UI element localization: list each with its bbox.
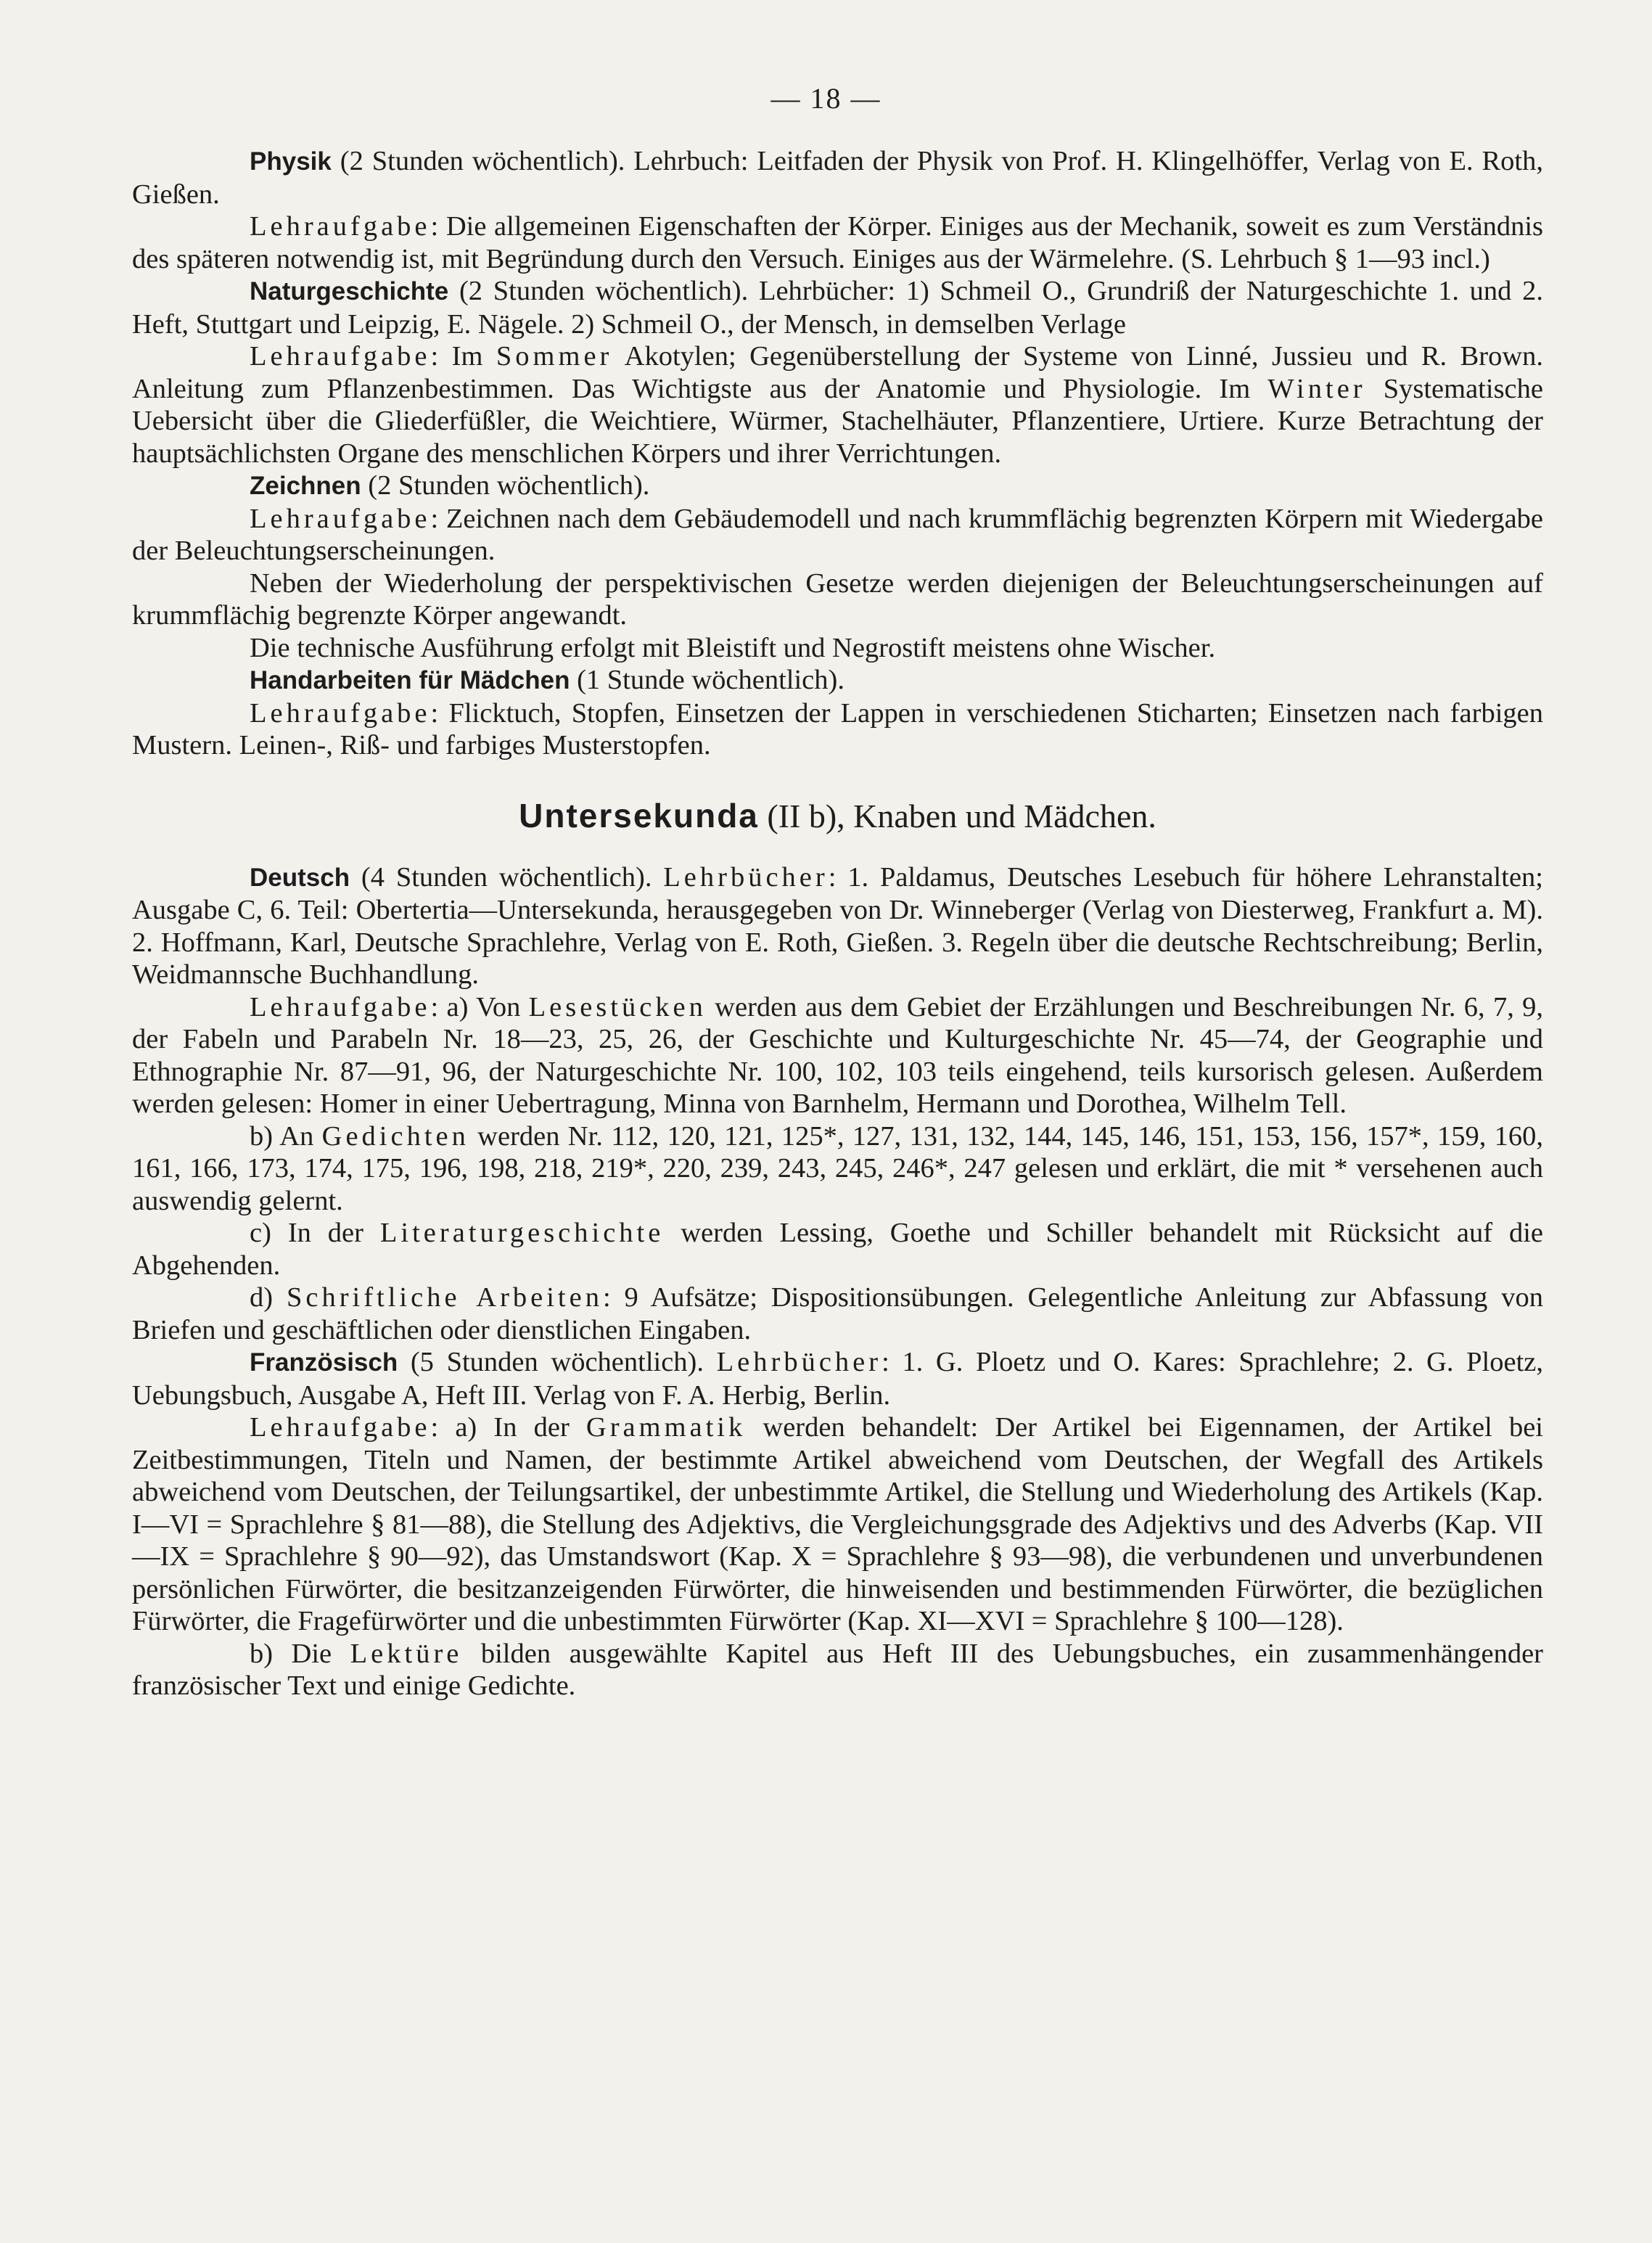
page-number: — 18 — xyxy=(770,82,882,115)
zeichnen-task: : Zeichnen nach dem Gebäudemodell und nach krummflächig begrenzten Körpern mit Wiedergabe der Beleuchtungserscheinungen. xyxy=(132,503,1543,566)
franzoesisch-a-pre: : a) In der xyxy=(430,1412,586,1443)
franzoesisch-b-pre: b) Die xyxy=(250,1638,350,1669)
deutsch-intro-a: (4 Stunden wöchentlich). xyxy=(350,861,664,893)
deutsch-c-pre: c) In der xyxy=(250,1218,380,1248)
franzoesisch-b-text: bilden ausgewählte Kapitel aus Heft III des Uebungsbuches, ein zusammenhängender französischer Text und einige Gedichte. xyxy=(132,1638,1543,1701)
label-lehraufgabe: Lehraufgabe xyxy=(250,211,431,242)
label-lehraufgabe: Lehraufgabe xyxy=(250,1412,431,1443)
deutsch-c-text: werden Lessing, Goethe und Schiller behandelt mit Rücksicht auf die Abgehenden. xyxy=(132,1218,1543,1281)
paragraph-deutsch xyxy=(132,861,1543,991)
deutsch-b-text: werden Nr. 112, 120, 121, 125*, 127, 131, 132, 144, 145, 146, 151, 153, 156, 157*, 159, 160, 161, 166, 173, 174, 175, 196, 198, 218, 219*, 220, 239, 243, 245, 246*, 247 gelesen und erklärt, die mit * versehenen auch auswendig gelernt. xyxy=(132,1120,1544,1216)
paragraph-zeichnen-task xyxy=(132,503,1543,567)
label-lehraufgabe: Lehraufgabe xyxy=(250,341,431,372)
zeichnen-intro: (2 Stunden wöchentlich). xyxy=(361,470,650,501)
naturgeschichte-task-a: : Im xyxy=(430,341,496,372)
paragraph-zeichnen-2: Neben der Wiederholung der perspektivischen Gesetze werden diejenigen der Beleuchtungserscheinungen auf krummflächig begrenzte Körper angewandt. xyxy=(132,567,1543,631)
term-lesestuecken: Lesestücken xyxy=(528,991,707,1022)
handarbeiten-intro: (1 Stunde wöchentlich). xyxy=(570,665,845,695)
naturgeschichte-task-c: Systematische Uebersicht über die Gliederfüßler, die Weichtiere, Würmer, Stachelhäuter, Pflanzentiere, Urtiere. Kurze Betrachtung der hauptsächlichsten Organe des menschlichen Körpers und ihrer Verrichtungen. xyxy=(132,373,1543,469)
subject-handarbeiten: Handarbeiten für Mädchen xyxy=(250,666,570,694)
subject-naturgeschichte: Naturgeschichte xyxy=(250,277,449,306)
physik-task: : Die allgemeinen Eigenschaften der Körper. Einiges aus der Mechanik, soweit es zum Verständnis des späteren notwendig ist, mit Begründung durch den Versuch. Einiges aus der Wärmelehre. (S. Lehrbuch § 1—93 incl.) xyxy=(132,211,1543,274)
label-lehrbuecher: Lehrbücher xyxy=(716,1347,882,1377)
page-text xyxy=(132,145,1543,1702)
term-gedichten: Gedichten xyxy=(321,1120,469,1152)
handarbeiten-task: : Flicktuch, Stopfen, Einsetzen der Lappen in verschiedenen Sticharten; Einsetzen nach farbigen Mustern. Leinen-, Riß- und farbiges Musterstopfen. xyxy=(132,697,1543,760)
season-winter: Winter xyxy=(1267,373,1366,404)
deutsch-intro-b: : 1. Paldamus, Deutsches Lesebuch für höhere Lehranstalten; Ausgabe C, 6. Teil: Obertertia—Untersekunda, herausgegeben von Dr. Winneberger (Verlag von Diesterweg, Frankfurt a. M). 2. Hoffmann, Karl, Deutsche Sprachlehre, Verlag von E. Roth, Gießen. 3. Regeln über die deutsche Rechtschreibung; Berlin, Weidmannsche Buchhandlung. xyxy=(132,861,1543,990)
section-heading-class: Untersekunda xyxy=(519,796,759,835)
term-lektuere: Lektüre xyxy=(350,1638,463,1669)
paragraph-deutsch-d xyxy=(132,1282,1543,1346)
paragraph-physik xyxy=(132,145,1543,210)
franzoesisch-intro-a: (5 Stunden wöchentlich). xyxy=(398,1347,717,1377)
paragraph-franzoesisch-a xyxy=(132,1411,1543,1638)
subject-physik: Physik xyxy=(250,147,332,176)
deutsch-b-pre: b) An xyxy=(250,1120,322,1152)
deutsch-d-text: : 9 Aufsätze; Dispositionsübungen. Gelegentliche Anleitung zur Abfassung von Briefen und geschäftlichen oder dienstlichen Eingaben. xyxy=(132,1282,1543,1345)
section-heading xyxy=(132,797,1543,835)
paragraph-franzoesisch-b xyxy=(132,1638,1543,1702)
paragraph-handarbeiten-task xyxy=(132,697,1543,762)
term-literaturgeschichte: Literaturgeschichte xyxy=(379,1218,665,1248)
subject-zeichnen: Zeichnen xyxy=(250,472,361,500)
term-schriftliche-arbeiten: Schriftliche Arbeiten xyxy=(286,1282,603,1313)
subject-franzoesisch: Französisch xyxy=(250,1348,398,1377)
deutsch-d-pre: d) xyxy=(250,1282,287,1313)
subject-deutsch: Deutsch xyxy=(250,863,350,892)
franzoesisch-a-text: werden behandelt: Der Artikel bei Eigennamen, der Artikel bei Zeitbestimmungen, Titeln und Namen, der bestimmte Artikel abweichend vom Deutschen, der Wegfall des Artikels abweichend vom Deutschen, der Teilungsartikel, der unbestimmte Artikel, die Stellung und Wiederholung des Artikels (Kap. I—VI = Sprachlehre § 81—88), die Stellung des Adjektivs, die Vergleichungsgrade des Adjektivs und des Adverbs (Kap. VII—IX = Sprachlehre § 90—92), das Umstandswort (Kap. X = Sprachlehre § 93—98), die verbundenen und unverbundenen persönlichen Fürwörter, die besitzanzeigenden Fürwörter, die hinweisenden und bestimmenden Fürwörter, die bezüglichen Fürwörter, die Fragefürwörter und die unbestimmten Fürwörter (Kap. XI—XVI = Sprachlehre § 100—128). xyxy=(132,1412,1543,1636)
season-summer: Sommer xyxy=(496,341,613,372)
naturgeschichte-task-b: Akotylen; Gegenüberstellung der Systeme von Linné, Jussieu und R. Brown. Anleitung zum Pflanzenbestimmen. Das Wichtigste aus der Anatomie und Physiologie. Im xyxy=(132,341,1544,404)
paragraph-physik-task xyxy=(132,210,1543,275)
term-grammatik: Grammatik xyxy=(585,1412,747,1443)
deutsch-a-text: werden aus dem Gebiet der Erzählungen und Beschreibungen Nr. 6, 7, 9, der Fabeln und Parabeln Nr. 18—23, 25, 26, der Geschichte und Kulturgeschichte Nr. 45—74, der Geographie und Ethnographie Nr. 87—91, 96, der Naturgeschichte Nr. 100, 102, 103 teils eingehend, teils kursorisch gelesen. Außerdem werden gelesen: Homer in einer Uebertragung, Minna von Barnhelm, Hermann und Dorothea, Wilhelm Tell. xyxy=(132,991,1543,1119)
paragraph-zeichnen xyxy=(132,469,1543,503)
paragraph-zeichnen-3: Die technische Ausführung erfolgt mit Bleistift und Negrostift meistens ohne Wischer. xyxy=(250,632,1216,663)
paragraph-handarbeiten xyxy=(132,664,1543,697)
label-lehraufgabe: Lehraufgabe xyxy=(250,503,431,534)
section-heading-rest: (II b), Knaben und Mädchen. xyxy=(758,797,1156,835)
deutsch-a-pre: : a) Von xyxy=(430,991,529,1022)
paragraph-naturgeschichte xyxy=(132,275,1543,340)
label-lehrbuecher: Lehrbücher xyxy=(663,861,829,893)
naturgeschichte-intro: (2 Stunden wöchentlich). Lehrbücher: 1) Schmeil O., Grundriß der Naturgeschichte 1. und 2. Heft, Stuttgart und Leipzig, E. Nägele. 2) Schmeil O., der Mensch, in demselben Verlage xyxy=(132,276,1543,340)
label-lehraufgabe: Lehraufgabe xyxy=(250,991,431,1022)
paragraph-naturgeschichte-task xyxy=(132,340,1543,469)
paragraph-franzoesisch xyxy=(132,1346,1543,1411)
paragraph-deutsch-b xyxy=(132,1120,1543,1218)
paragraph-deutsch-c xyxy=(132,1217,1543,1282)
physik-intro: (2 Stunden wöchentlich). Lehrbuch: Leitfaden der Physik von Prof. H. Klingelhöffer, Verlag von E. Roth, Gießen. xyxy=(132,146,1543,210)
paragraph-deutsch-a xyxy=(132,991,1543,1120)
label-lehraufgabe: Lehraufgabe xyxy=(250,697,431,729)
franzoesisch-intro-b: : 1. G. Ploetz und O. Kares: Sprachlehre; 2. G. Ploetz, Uebungsbuch, Ausgabe A, Heft III. Verlag von F. A. Herbig, Berlin. xyxy=(132,1347,1543,1411)
